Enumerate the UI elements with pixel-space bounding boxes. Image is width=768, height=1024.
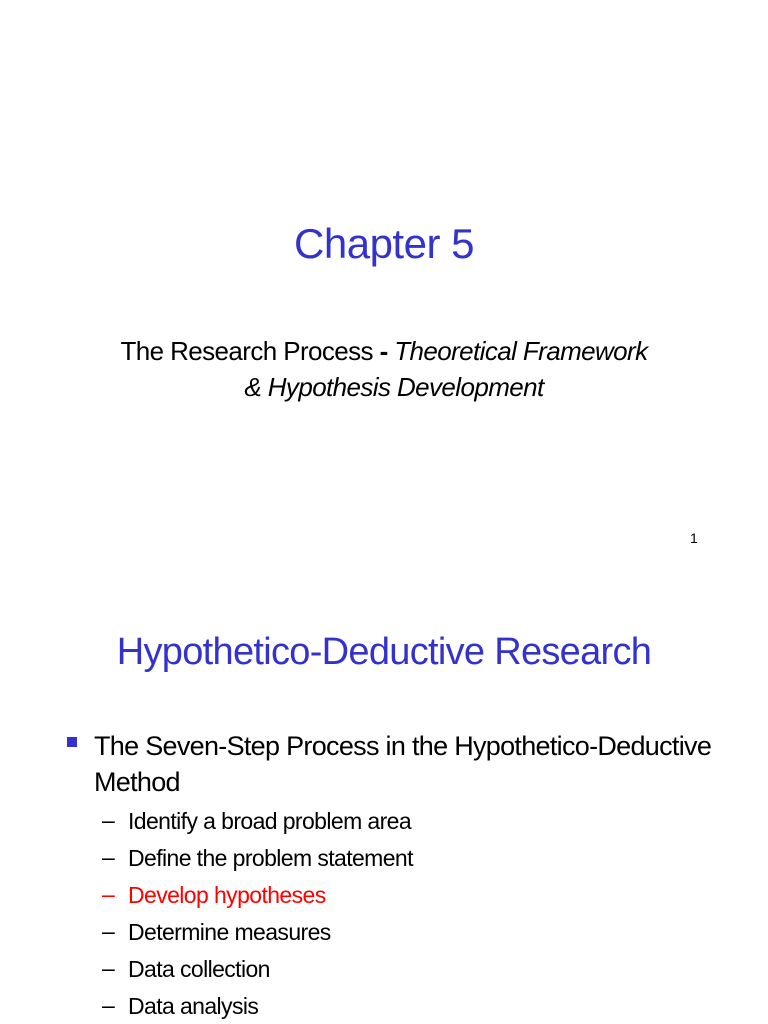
subtitle-plain-text: The Research Process bbox=[120, 336, 373, 366]
process-step-item bbox=[100, 880, 700, 917]
process-step-item bbox=[100, 843, 700, 880]
dash-bullet-icon: – bbox=[102, 807, 115, 833]
dash-bullet-icon: – bbox=[102, 844, 115, 870]
process-steps-list bbox=[100, 806, 700, 1024]
process-step-label: Determine measures bbox=[128, 919, 331, 945]
process-step-item bbox=[100, 806, 700, 843]
process-step-label: Data collection bbox=[128, 956, 270, 982]
process-step-item bbox=[100, 954, 700, 991]
main-bullet-text: The Seven-Step Process in the Hypothetico-Deductive Method bbox=[94, 731, 712, 797]
page-number: 1 bbox=[690, 530, 698, 546]
dash-bullet-icon: – bbox=[102, 918, 115, 944]
subtitle-italic-line-1: Theoretical Framework bbox=[394, 336, 648, 366]
dash-bullet-icon: – bbox=[102, 955, 115, 981]
slide-title: Hypothetico-Deductive Research bbox=[116, 631, 652, 673]
process-step-label: Identify a broad problem area bbox=[128, 808, 412, 834]
process-step-label: Develop hypotheses bbox=[128, 882, 326, 908]
chapter-subtitle bbox=[0, 333, 768, 405]
process-step-label: Data analysis bbox=[128, 993, 259, 1019]
process-step-item bbox=[100, 917, 700, 954]
chapter-title: Chapter 5 bbox=[294, 220, 474, 267]
dash-bullet-icon: – bbox=[102, 992, 115, 1018]
process-step-item bbox=[100, 991, 700, 1024]
dash-bullet-icon: – bbox=[102, 881, 115, 907]
subtitle-italic-line-2: & Hypothesis Development bbox=[244, 372, 544, 402]
subtitle-dash: - bbox=[379, 336, 388, 366]
square-bullet-icon bbox=[67, 737, 77, 747]
process-step-label: Define the problem statement bbox=[128, 845, 413, 871]
main-bullet-item bbox=[64, 728, 724, 800]
